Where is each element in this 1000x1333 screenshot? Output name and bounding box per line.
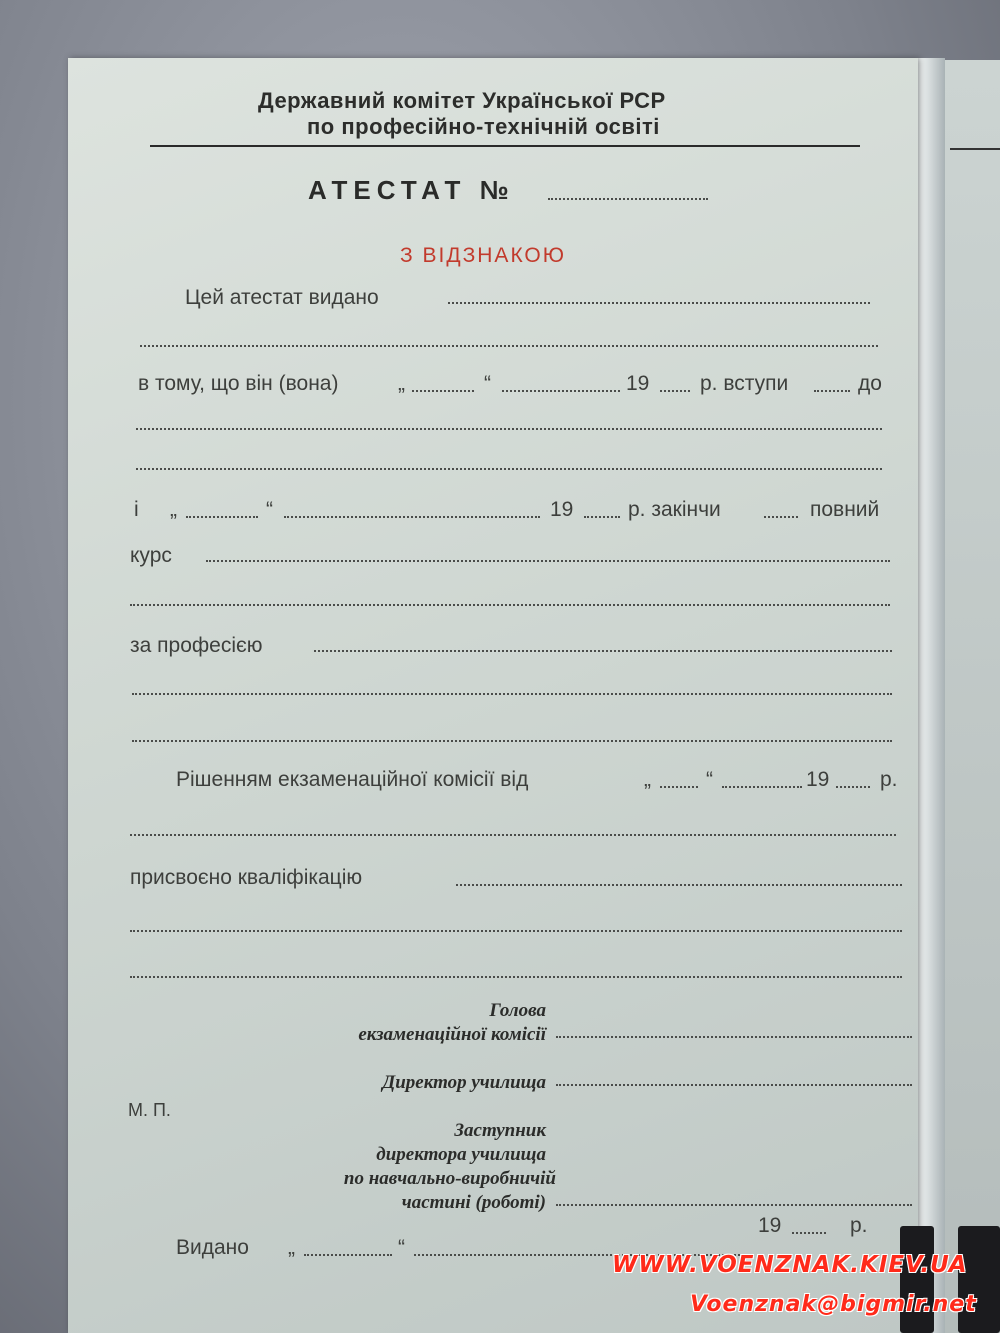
quote-open-3: „: [644, 768, 651, 791]
issued-to-field-2[interactable]: [140, 345, 878, 347]
issued-year-field[interactable]: [792, 1232, 826, 1234]
distinction-label: З ВІДЗНАКОЮ: [400, 244, 566, 267]
right-page: [940, 60, 1000, 1333]
decision-label: Рішенням екзаменаційної комісії від: [176, 768, 529, 791]
grad-day-field[interactable]: [186, 516, 258, 518]
course-field-2[interactable]: [130, 604, 890, 606]
entered-suffix-field[interactable]: [814, 390, 850, 392]
deputy-title-1: Заступник: [454, 1120, 546, 1141]
quote-close-3: “: [706, 768, 713, 791]
decision-field-2[interactable]: [130, 834, 896, 836]
profession-field[interactable]: [314, 650, 892, 652]
decision-month-field[interactable]: [722, 786, 802, 788]
head-signature-field[interactable]: [556, 1036, 912, 1038]
decision-day-field[interactable]: [660, 786, 698, 788]
head-title-2: екзаменаційної комісії: [358, 1024, 546, 1045]
header-line-1: Державний комітет Української РСР: [258, 88, 666, 113]
grad-year-field[interactable]: [584, 516, 620, 518]
course-label: курс: [130, 544, 172, 567]
to-label: до: [858, 372, 882, 395]
issued-to-label: Цей атестат видано: [185, 286, 379, 309]
issued-day-field[interactable]: [304, 1254, 392, 1256]
grad-year-prefix: 19: [550, 498, 574, 521]
that-he-label: в тому, що він (вона): [138, 372, 339, 395]
certificate-number-field[interactable]: [548, 198, 708, 200]
quote-close-2: “: [266, 498, 273, 521]
issued-year-prefix: 19: [758, 1214, 782, 1237]
profession-field-3[interactable]: [132, 740, 892, 742]
institution-field-2[interactable]: [136, 468, 882, 470]
entry-month-field[interactable]: [502, 390, 620, 392]
header-rule: [150, 145, 860, 147]
decision-year-field[interactable]: [836, 786, 870, 788]
issued-year-suffix: р.: [850, 1214, 868, 1237]
right-page-rule: [950, 148, 1000, 150]
certificate-title: АТЕСТАТ №: [308, 175, 515, 205]
deputy-title-2: директора училища: [376, 1144, 546, 1165]
issued-label: Видано: [176, 1236, 249, 1259]
institution-field[interactable]: [136, 428, 882, 430]
watermark-email: Voenznak@bigmir.net: [690, 1292, 977, 1317]
deputy-signature-field[interactable]: [556, 1204, 912, 1206]
quote-open-2: „: [170, 498, 177, 521]
course-field[interactable]: [206, 560, 890, 562]
grad-month-field[interactable]: [284, 516, 540, 518]
head-title-1: Голова: [489, 1000, 546, 1021]
header-line-2: по професійно-технічній освіті: [307, 114, 660, 139]
entry-year-field[interactable]: [660, 390, 690, 392]
profession-field-2[interactable]: [132, 693, 892, 695]
quote-open-4: „: [288, 1236, 295, 1259]
deputy-title-4: частині (роботі): [401, 1192, 546, 1213]
quote-close-4: “: [398, 1236, 405, 1259]
entry-year-prefix: 19: [626, 372, 650, 395]
entered-label: р. вступи: [700, 372, 789, 395]
profession-label: за професією: [130, 634, 263, 657]
qualification-field-2[interactable]: [130, 930, 902, 932]
quote-open: „: [398, 372, 405, 395]
qualification-label: присвоєно кваліфікацію: [130, 866, 363, 889]
director-title: Директор училища: [382, 1072, 546, 1093]
quote-close: “: [484, 372, 491, 395]
decision-year-prefix: 19: [806, 768, 830, 791]
graduated-label: р. закінчи: [628, 498, 721, 521]
qualification-field[interactable]: [456, 884, 902, 886]
issued-to-field[interactable]: [448, 302, 870, 304]
full-label: повний: [810, 498, 880, 521]
and-label: і: [134, 498, 139, 521]
entry-day-field[interactable]: [412, 390, 474, 392]
watermark-site: WWW.VOENZNAK.KIEV.UA: [612, 1252, 968, 1278]
seal-place-label: М. П.: [128, 1100, 171, 1120]
graduated-suffix-field[interactable]: [764, 516, 798, 518]
director-signature-field[interactable]: [556, 1084, 912, 1086]
decision-year-suffix: р.: [880, 768, 898, 791]
deputy-title-3: по навчально-виробничій: [343, 1168, 556, 1189]
qualification-field-3[interactable]: [130, 976, 902, 978]
